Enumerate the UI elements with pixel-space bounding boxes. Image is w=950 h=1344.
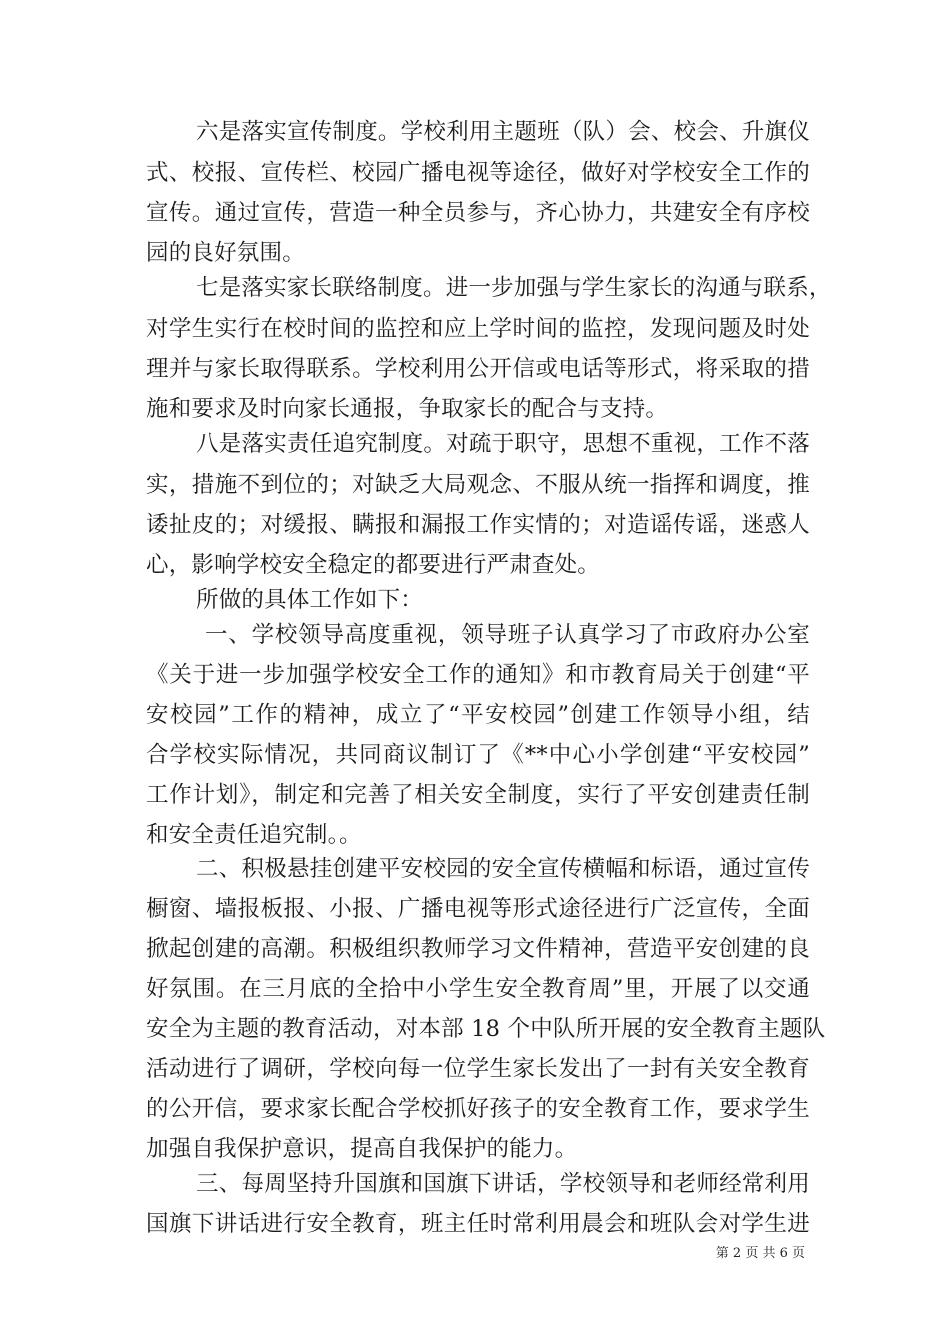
text-line: 的公开信，要求家长配合学校抓好孩子的安全教育工作，要求学生	[146, 1096, 810, 1122]
text-line: 工作计划》，制定和完善了相关安全制度，实行了平安创建责任制	[146, 782, 810, 808]
text-line: 和安全责任追究制。。	[146, 822, 362, 848]
text-line: 三、每周坚持升国旗和国旗下讲话，学校领导和老师经常利用	[196, 1171, 810, 1197]
text-line: 诿扯皮的；对缓报、瞒报和漏报工作实情的；对造谣传谣，迷惑人	[146, 512, 810, 538]
text-line: 施和要求及时向家长通报，争取家长的配合与支持。	[146, 396, 669, 422]
text-line: 橱窗、墙报板报、小报、广播电视等形式途径进行广泛宣传，全面	[146, 896, 810, 922]
text-line: 心，影响学校安全稳定的都要进行严肃查处。	[146, 552, 601, 578]
text-line: 理并与家长取得联系。学校利用公开信或电话等形式，将采取的措	[146, 356, 810, 382]
text-line: 安全为主题的教育活动，对本部 18 个中队所开展的安全教育主题队	[146, 1016, 826, 1042]
page-number: 第 2 页 共 6 页	[715, 1246, 805, 1261]
text-line: 《关于进一步加强学校安全工作的通知》和市教育局关于创建“平	[146, 662, 810, 688]
text-line: 六是落实宣传制度。学校利用主题班（队）会、校会、升旗仪	[196, 119, 810, 145]
text-line: 式、校报、宣传栏、校园广播电视等途径，做好对学校安全工作的	[146, 160, 810, 186]
text-line: 掀起创建的高潮。积极组织教师学习文件精神，营造平安创建的良	[146, 936, 810, 962]
text-line: 加强自我保护意识，提高自我保护的能力。	[146, 1136, 578, 1162]
text-line: 好氛围。在三月底的全拾中小学生安全教育周”里，开展了以交通	[146, 976, 810, 1002]
text-line: 所做的具体工作如下：	[196, 587, 424, 613]
text-line: 一、学校领导高度重视，领导班子认真学习了市政府办公室	[205, 622, 810, 648]
text-line: 二、积极悬挂创建平安校园的安全宣传横幅和标语，通过宣传	[196, 856, 810, 882]
text-line: 活动进行了调研，学校向每一位学生家长发出了一封有关安全教育	[146, 1056, 810, 1082]
text-line: 八是落实责任追究制度。对疏于职守，思想不重视，工作不落	[196, 431, 810, 457]
text-line: 安校园”工作的精神，成立了“平安校园”创建工作领导小组，结	[146, 702, 810, 728]
text-line: 实，措施不到位的；对缺乏大局观念、不服从统一指挥和调度，推	[146, 472, 810, 498]
text-line: 合学校实际情况，共同商议制订了《**中心小学创建“平安校园”	[146, 742, 810, 768]
text-line: 国旗下讲话进行安全教育，班主任时常利用晨会和班队会对学生进	[146, 1211, 810, 1237]
text-line: 园的良好氛围。	[146, 240, 305, 266]
text-line: 宣传。通过宣传，营造一种全员参与，齐心协力，共建安全有序校	[146, 200, 810, 226]
text-line: 七是落实家长联络制度。进一步加强与学生家长的沟通与联系，	[196, 275, 832, 301]
text-line: 对学生实行在校时间的监控和应上学时间的监控，发现问题及时处	[146, 316, 810, 342]
